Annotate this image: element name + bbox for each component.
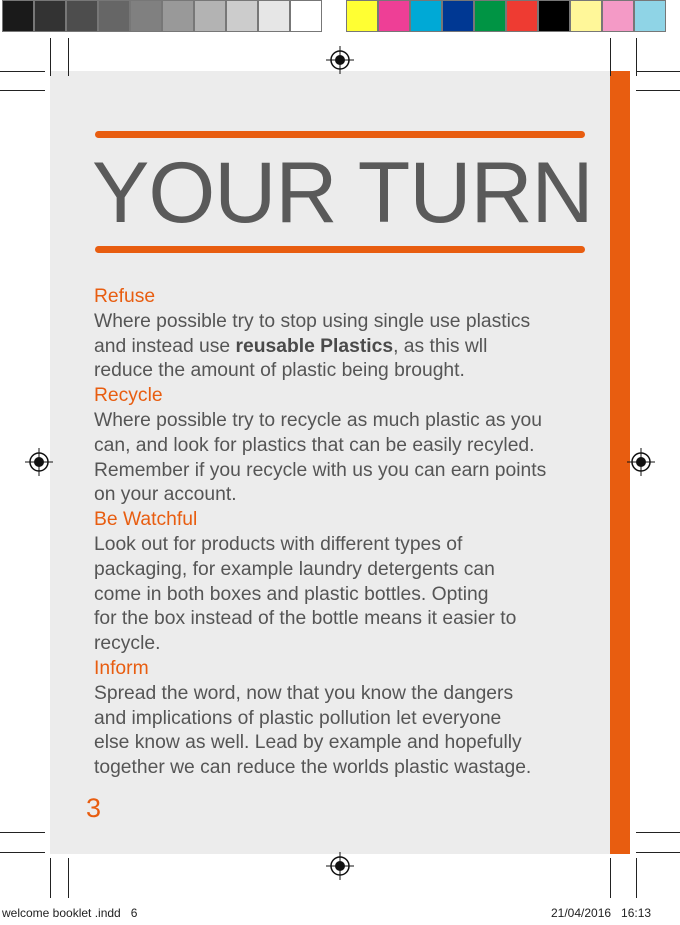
color-swatch <box>442 0 474 32</box>
color-swatch <box>602 0 634 32</box>
section-text-be-watchful: Look out for products with different types of packaging, for example laundry detergents can come in both boxes and plastic bottles. Opting for the box instead of the bottle means it easier to recycle. <box>94 533 517 655</box>
section-text-recycle: Where possible try to recycle as much plastic as you can, and look for plastics that can be easily recyled. Remember if you recycle with us you can earn points on your account. <box>94 409 547 506</box>
color-swatch <box>130 0 162 32</box>
crop-mark <box>50 38 51 76</box>
color-swatch <box>258 0 290 32</box>
registration-mark-icon <box>627 448 655 476</box>
color-swatch <box>34 0 66 32</box>
section-heading-refuse: Refuse <box>94 286 156 307</box>
crop-mark <box>610 38 611 76</box>
crop-mark <box>68 38 69 76</box>
slug-date: 21/04/2016 16:13 <box>551 906 652 920</box>
color-swatch <box>570 0 602 32</box>
crop-mark <box>0 852 45 853</box>
crop-mark <box>636 90 680 91</box>
registration-mark-icon <box>326 852 354 880</box>
crop-mark <box>68 858 69 898</box>
crop-mark <box>0 90 45 91</box>
color-swatch <box>474 0 506 32</box>
color-swatch <box>346 0 378 32</box>
title-rule-bottom <box>95 246 585 253</box>
page-number: 3 <box>86 793 102 823</box>
bold-phrase: reusable Plastics <box>235 335 394 357</box>
registration-mark-icon <box>25 448 53 476</box>
crop-mark <box>50 858 51 898</box>
crop-mark <box>636 832 680 833</box>
process-color-bar <box>346 0 666 35</box>
color-swatch <box>538 0 570 32</box>
crop-mark <box>610 858 611 898</box>
crop-mark <box>636 858 637 898</box>
color-swatch <box>290 0 322 32</box>
color-swatch <box>194 0 226 32</box>
color-swatch <box>2 0 34 32</box>
color-swatch <box>226 0 258 32</box>
color-swatch <box>506 0 538 32</box>
color-swatch <box>162 0 194 32</box>
body-text <box>94 285 594 781</box>
section-heading-recycle: Recycle <box>94 385 163 407</box>
crop-mark <box>636 71 680 72</box>
registration-mark-icon <box>326 46 354 74</box>
crop-mark <box>636 852 680 853</box>
grayscale-color-bar <box>2 0 322 35</box>
color-swatch <box>634 0 666 32</box>
crop-mark <box>0 832 45 833</box>
section-text-refuse: Where possible try to stop using single use plastics and instead use reusable Plastics, as this wll reduce the amount of plastic being brought. <box>94 310 531 382</box>
color-swatch <box>378 0 410 32</box>
color-swatch <box>66 0 98 32</box>
slug-filename: welcome booklet .indd 6 <box>2 906 138 920</box>
color-swatch <box>98 0 130 32</box>
title-rule-top <box>95 131 585 138</box>
section-heading-inform: Inform <box>94 657 149 679</box>
page-title: YOUR TURN <box>92 145 593 241</box>
section-heading-be-watchful: Be Watchful <box>94 509 198 531</box>
section-text-inform: Spread the word, now that you know the dangers and implications of plastic pollution let everyone else know as well. Lead by example and hopefully together we can reduce the worlds plastic wastage. <box>94 682 532 779</box>
color-swatch <box>410 0 442 32</box>
crop-mark <box>0 71 45 72</box>
